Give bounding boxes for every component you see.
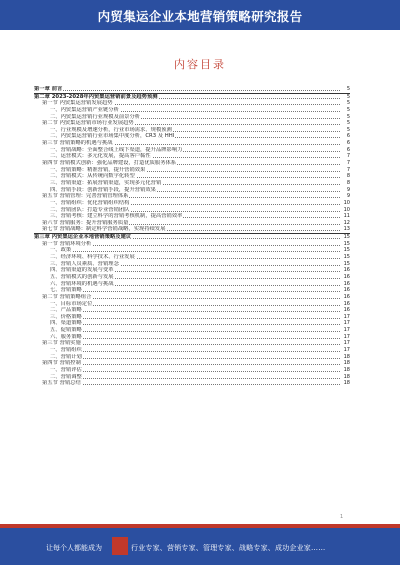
toc-entry[interactable] (34, 374, 350, 381)
toc-entry-page: 17 (343, 333, 350, 340)
toc-entry[interactable] (34, 114, 350, 121)
toc-entry-label: 一、营销组织 (34, 347, 83, 353)
toc-entry-label: 一、营销组织：优化营销组织结构 (34, 200, 130, 206)
toc-entry-page: 17 (343, 320, 350, 327)
toc-entry[interactable] (34, 127, 350, 134)
toc-entry-page: 16 (343, 307, 350, 314)
toc-entry[interactable] (34, 380, 350, 387)
toc-entry[interactable] (34, 200, 350, 207)
toc-entry[interactable] (34, 107, 350, 114)
toc-entry-page: 17 (343, 340, 350, 347)
toc-entry-label: 一、政策 (34, 247, 72, 253)
toc-entry-page: 16 (343, 273, 350, 280)
toc-entry-label: 第三章 内贸集运企业本地营销策略及建议 (34, 234, 132, 241)
toc-entry-page: 7 (346, 153, 350, 160)
toc-entry-page: 16 (343, 267, 350, 274)
toc-entry-label: 第四节 营销模式创新：强化品牌建设，打造优质服务体系 (34, 160, 177, 166)
dot-leader (34, 251, 340, 252)
toc-entry-page: 15 (343, 254, 350, 261)
toc-entry[interactable] (34, 160, 350, 167)
toc-entry-label: 二、内贸集运营销行业市场集中度分析，CR3 及 HHI (34, 133, 175, 139)
dot-leader (34, 90, 340, 91)
toc-entry-page: 15 (343, 260, 350, 267)
page-number: 1 (340, 514, 344, 520)
toc-entry[interactable] (34, 147, 350, 154)
toc-entry-label: 第一节 营销环境分析 (34, 241, 92, 247)
toc-entry-label: 第三节 营销策略的机遇与挑战 (34, 140, 114, 146)
toc-entry[interactable] (34, 173, 350, 180)
toc-entry-label: 五、促销策略 (34, 327, 83, 333)
toc-entry-label: 四、营销手段：创新营销手段，提升营销效果 (34, 187, 157, 193)
toc-entry-label: 四、营销渠道的发展与变革 (34, 267, 115, 273)
toc-entry[interactable] (34, 267, 350, 274)
toc-entry-label: 第一章 前言 (34, 86, 63, 92)
toc-entry-page: 17 (343, 346, 350, 353)
toc-entry-label: 三、营销人员素质、营销理念 (34, 261, 120, 267)
toc-entry[interactable] (34, 314, 350, 321)
toc-entry[interactable] (34, 241, 350, 248)
toc-entry-label: 二、营销团队：打造专业营销团队 (34, 207, 130, 213)
toc-entry-label: 第一节 内贸集运营销发展趋势 (34, 100, 114, 106)
report-title: 内贸集运企业本地营销策略研究报告 (97, 9, 303, 24)
toc-entry-label: 一、营销策略：精准营销，提升营销效果 (34, 167, 146, 173)
toc-entry[interactable] (34, 120, 350, 127)
toc-entry[interactable] (34, 360, 350, 367)
toc-entry-page: 18 (343, 366, 350, 373)
toc-entry[interactable] (34, 301, 350, 308)
toc-entry-page: 15 (343, 234, 350, 241)
toc-entry[interactable] (34, 133, 350, 140)
toc-entry-label: 五、营销模式的创新与发展 (34, 274, 115, 280)
toc-entry-label: 二、营销模式：从传统向数字化转型 (34, 173, 136, 179)
toc-entry[interactable] (34, 180, 350, 187)
toc-entry[interactable] (34, 140, 350, 147)
toc-entry[interactable] (34, 254, 350, 261)
toc-entry[interactable] (34, 86, 350, 93)
toc-entry-page: 7 (346, 166, 350, 173)
toc-entry-label: 六、服务策略 (34, 334, 83, 340)
toc-entry-page: 6 (346, 133, 350, 140)
toc-entry[interactable] (34, 153, 350, 160)
toc-entry-page: 5 (346, 126, 350, 133)
toc-entry-page: 5 (346, 120, 350, 127)
toc-entry-page: 5 (346, 93, 350, 100)
toc-entry-label: 一、营销战略：全面整合线上线下渠道，提升品牌影响力 (34, 147, 183, 153)
toc-entry-page: 8 (346, 173, 350, 180)
toc-entry-label: 第七节 营销战略：制定科学营销战略，实现持续发展 (34, 226, 167, 232)
toc-entry-label: 七、营销策略 (34, 287, 83, 293)
toc-entry-label: 二、运营模式：多元化发展，提高客户黏性 (34, 153, 152, 159)
toc-entry[interactable] (34, 261, 350, 268)
toc-entry[interactable] (34, 233, 350, 241)
report-header-bar (0, 0, 400, 30)
toc-entry[interactable] (34, 93, 350, 101)
toc-entry[interactable] (34, 347, 350, 354)
toc-entry[interactable] (34, 247, 350, 254)
toc-entry-page: 10 (343, 206, 350, 213)
toc-entry-page: 15 (343, 247, 350, 254)
toc-entry[interactable] (34, 287, 350, 294)
toc-entry-label: 一、行业规模及增速分析，行业市场需求、规模预测 (34, 127, 173, 133)
toc-entry[interactable] (34, 226, 350, 233)
toc-entry-page: 12 (343, 219, 350, 226)
toc-entry-label: 二、营销计划 (34, 354, 83, 360)
toc-entry-label: 第六节 营销服务：提升营销服务质量 (34, 220, 129, 226)
toc-entry[interactable] (34, 320, 350, 327)
toc-entry[interactable] (34, 367, 350, 374)
toc-entry-page: 7 (346, 160, 350, 167)
toc-entry-page: 11 (343, 213, 350, 220)
toc-entry-page: 9 (346, 186, 350, 193)
table-of-contents (34, 86, 350, 387)
toc-entry-page: 18 (343, 380, 350, 387)
toc-entry-label: 第五节 营销管理：完善营销管理体系 (34, 193, 129, 199)
toc-entry-label: 二、内贸集运营销行业规模及前景分析 (34, 114, 141, 120)
toc-entry-page: 5 (346, 86, 350, 92)
toc-entry-page: 18 (343, 360, 350, 367)
toc-entry-page: 16 (343, 280, 350, 287)
toc-entry[interactable] (34, 281, 350, 288)
toc-entry-label: 二、营销调整 (34, 374, 83, 380)
toc-entry-label: 一、内贸集运营销产业链分析 (34, 107, 120, 113)
toc-entry-label: 第四节 营销控制 (34, 360, 82, 366)
toc-heading: 内容目录 (174, 58, 226, 71)
toc-entry-label: 第三节 营销实施 (34, 340, 82, 346)
toc-entry[interactable] (34, 220, 350, 227)
toc-entry-page: 18 (343, 353, 350, 360)
toc-entry-page: 16 (343, 293, 350, 300)
footer-banner (0, 528, 400, 565)
toc-entry-page: 5 (346, 106, 350, 113)
toc-entry-page: 13 (343, 226, 350, 233)
toc-entry[interactable] (34, 334, 350, 341)
toc-entry-label: 三、营销考核：建立科学的营销考核机制，提高营销效率 (34, 213, 183, 219)
toc-entry[interactable] (34, 307, 350, 314)
toc-entry-page: 8 (346, 179, 350, 186)
toc-entry-page: 18 (343, 373, 350, 380)
toc-entry[interactable] (34, 193, 350, 200)
toc-entry-label: 二、经济环境、科学技术、行业发展 (34, 254, 136, 260)
toc-entry-page: 16 (343, 287, 350, 294)
toc-entry-label: 一、目标市场定位 (34, 301, 93, 307)
toc-entry[interactable] (34, 100, 350, 107)
toc-entry-label: 二、产品策略 (34, 307, 83, 313)
toc-entry[interactable] (34, 327, 350, 334)
toc-entry-page: 15 (343, 240, 350, 247)
toc-entry-page: 6 (346, 140, 350, 147)
toc-entry[interactable] (34, 207, 350, 214)
toc-entry-page: 5 (346, 113, 350, 120)
toc-entry-page: 10 (343, 199, 350, 206)
toc-entry-page: 16 (343, 300, 350, 307)
toc-entry-label: 第二章 2023-2028年内贸集运营销前景及趋势预测 (34, 93, 158, 100)
toc-entry[interactable] (34, 187, 350, 194)
toc-entry-label: 一、营销评估 (34, 367, 83, 373)
footer-stamp-mark (112, 537, 128, 555)
toc-entry[interactable] (34, 274, 350, 281)
toc-entry-label: 六、营销环境的机遇与挑战 (34, 281, 115, 287)
toc-entry[interactable] (34, 340, 350, 347)
toc-entry-page: 17 (343, 327, 350, 334)
toc-entry-page: 6 (346, 146, 350, 153)
toc-entry-label: 第二节 营销策略组合 (34, 294, 92, 300)
toc-entry-label: 三、营销渠道：拓展营销渠道，实现多元化营销 (34, 180, 162, 186)
toc-entry-label: 第五节 营销总结 (34, 380, 82, 386)
footer-tagline: 行业专家、营销专家、管理专家、战略专家、成功企业家…… (131, 544, 326, 552)
toc-entry-page: 5 (346, 100, 350, 107)
toc-entry[interactable] (34, 167, 350, 174)
toc-entry-page: 17 (343, 313, 350, 320)
toc-entry-label: 四、渠道策略 (34, 320, 83, 326)
toc-entry-label: 三、价格策略 (34, 314, 83, 320)
toc-entry-page: 9 (346, 193, 350, 200)
toc-entry[interactable] (34, 354, 350, 361)
toc-entry[interactable] (34, 294, 350, 301)
toc-entry[interactable] (34, 213, 350, 220)
footer-slogan: 让每个人都能成为 (46, 544, 102, 552)
toc-entry-label: 第二节 内贸集运营销市场行业发展趋势 (34, 120, 135, 126)
